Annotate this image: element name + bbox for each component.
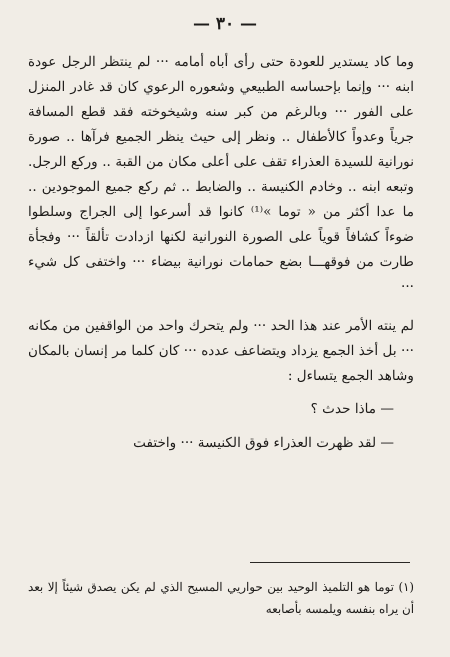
footnote xyxy=(28,576,414,620)
page-number: — ٣٠ — xyxy=(192,14,258,34)
dialogue-question: — ماذا حدث ؟ xyxy=(310,401,394,417)
paragraph-1: وما كاد يستدير للعودة حتى رأى أباه أمامه ··· لم ينتظر الرجل عودة ابنه ··· وإنما بإحساسه الطبيعي وشعوره الرعوي كان قد غادر المنزل على الفور ··· وبالرغم من كبر سنه وشيخوخته فقد قطع المسافة جرياً وعدواً كالأطفال .. ونظر إلى حيث ينظر الجميع فرآها .. صورة نورانية للسيدة العذراء تقف على أعلى مكان من القبة .. وركع الرجل. وتبعه ابنه .. وخادم الكنيسة .. والضابط .. ثم ركع جميع الموجودين .. ما عدا أكثر من « توما »⁽¹⁾ كانوا قد أسرعوا إلى الجراج وسلطوا ضوءاً كشافاً قوياً على الصورة النورانية لكنها ازدادت تألقاً ··· وفجأة طارت من فوقهـــا بضع حمامات نورانية بيضاء ··· واختفى كل شيء ··· xyxy=(28,54,414,295)
footnote-divider xyxy=(250,562,410,563)
dialogue-answer: — لقد ظهرت العذراء فوق الكنيسة ··· واختفت xyxy=(133,435,394,451)
footnote-text: (١) توما هو التلميذ الوحيد بين حواريي المسيح الذي لم يكن يصدق شيئاً إلا بعد أن يراه بنفسه ويلمسه بأصابعه xyxy=(28,580,414,616)
paragraph-2: لم ينته الأمر عند هذا الحد ··· ولم يتحرك واحد من الواقفين من مكانه ··· بل أخذ الجمع يزداد ويتضاعف عدده ··· كان كلما مر إنسان بالمكان وشاهد الجمع يتساءل : xyxy=(28,318,414,384)
main-text xyxy=(28,50,414,457)
